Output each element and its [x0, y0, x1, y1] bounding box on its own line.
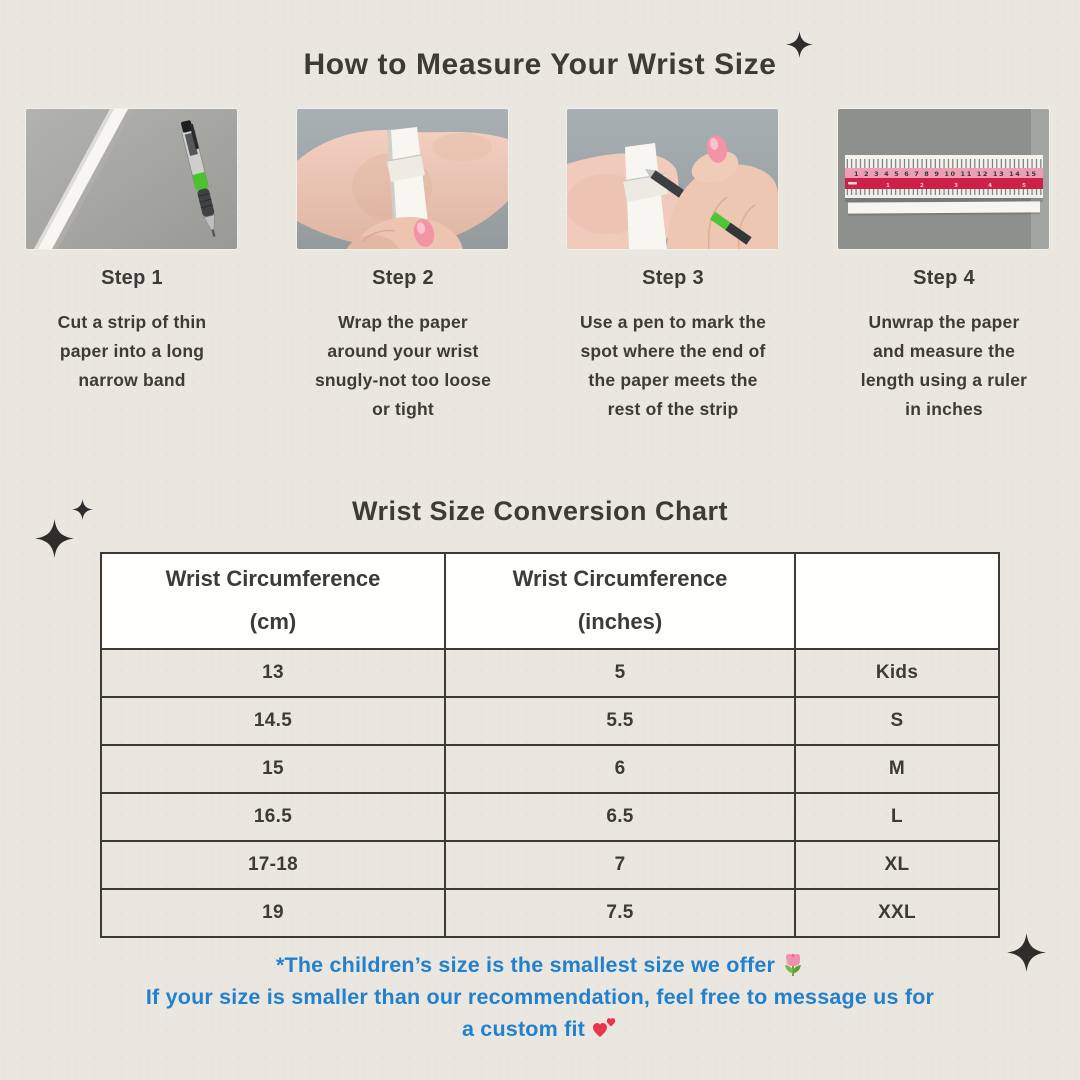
step3-description-text: Use a pen to mark the spot where the end of the paper meets the rest of the strip	[579, 312, 767, 419]
wrist-wrapped-with-paper-illustration	[297, 109, 508, 249]
step3-photo	[567, 109, 778, 249]
svg-text:1 2 3 4 5 6 7 8 9 10 11 12 13: 1 2 3 4 5 6 7 8 9 10 11 12 13 14 15	[854, 170, 1036, 178]
cell-cm: 16.5	[101, 793, 445, 841]
cell-size: L	[795, 793, 999, 841]
step2-description-text: Wrap the paper around your wrist snugly-not too loose or tight	[314, 312, 492, 419]
cell-cm: 17-18	[101, 841, 445, 889]
cell-inches: 7	[445, 841, 795, 889]
step2-photo	[297, 109, 508, 249]
cell-size: Kids	[795, 649, 999, 697]
footer-line-2: If your size is smaller than our recommendation, feel free to message us for	[145, 985, 935, 1009]
cell-size: XXL	[795, 889, 999, 937]
step1-description-text: Cut a strip of thin paper into a long narrow band	[57, 312, 207, 390]
cell-cm: 13	[101, 649, 445, 697]
column-header-size	[795, 553, 999, 649]
column-header-inches-line1: Wrist Circumference	[512, 566, 728, 592]
table-row	[101, 889, 999, 937]
pen-marking-paper-on-wrist-illustration	[567, 109, 778, 249]
step1-photo	[26, 109, 237, 249]
cell-inches: 5.5	[445, 697, 795, 745]
table-row	[101, 841, 999, 889]
step1-description	[7, 308, 257, 395]
column-header-cm-line2: (cm)	[249, 609, 297, 634]
table-header-row	[101, 553, 999, 649]
ruler-measuring-paper-strip-illustration	[838, 109, 1049, 249]
conversion-chart-title: Wrist Size Conversion Chart	[351, 496, 729, 526]
sparkle-icon	[1007, 933, 1046, 972]
step4-photo	[838, 109, 1049, 249]
footer-line-3-text: a custom fit	[461, 1017, 586, 1041]
column-header-cm-line1: Wrist Circumference	[165, 566, 381, 592]
cell-inches: 6.5	[445, 793, 795, 841]
step4-description-text: Unwrap the paper and measure the length using a ruler in inches	[860, 312, 1028, 419]
column-header-inches-line2: (inches)	[577, 609, 663, 634]
step3-description	[548, 308, 798, 424]
cell-inches: 5	[445, 649, 795, 697]
table-row	[101, 649, 999, 697]
wrist-size-conversion-table	[100, 552, 1000, 938]
footer-line-3	[0, 1013, 1080, 1045]
step2-description	[278, 308, 528, 424]
cell-size: XL	[795, 841, 999, 889]
step4-description	[819, 308, 1069, 424]
cell-cm: 19	[101, 889, 445, 937]
step3-label: Step 3	[642, 267, 704, 289]
step2-label: Step 2	[372, 267, 434, 289]
step1-label: Step 1	[101, 267, 163, 289]
sparkle-icon	[35, 519, 74, 558]
cell-cm: 15	[101, 745, 445, 793]
paper-strip-and-pen-illustration	[26, 109, 237, 249]
footer-note	[0, 949, 1080, 1045]
page-title: How to Measure Your Wrist Size	[303, 48, 777, 81]
cell-inches: 7.5	[445, 889, 795, 937]
step4-label: Step 4	[913, 267, 975, 289]
two-hearts-icon	[592, 1017, 618, 1040]
cell-size: S	[795, 697, 999, 745]
tulip-icon	[782, 952, 804, 976]
cell-inches: 6	[445, 745, 795, 793]
column-header-inches	[445, 553, 795, 649]
sparkle-icon	[786, 31, 813, 58]
footer-line-1-text: *The children’s size is the smallest size we offer	[275, 953, 776, 977]
svg-text:1 2 3 4 5: 1 2 3 4 5	[886, 183, 1026, 189]
column-header-cm	[101, 553, 445, 649]
sparkle-icon	[72, 499, 93, 520]
table-row	[101, 793, 999, 841]
cell-size: M	[795, 745, 999, 793]
cell-cm: 14.5	[101, 697, 445, 745]
footer-line-1	[0, 949, 1080, 981]
table-row	[101, 697, 999, 745]
table-row	[101, 745, 999, 793]
